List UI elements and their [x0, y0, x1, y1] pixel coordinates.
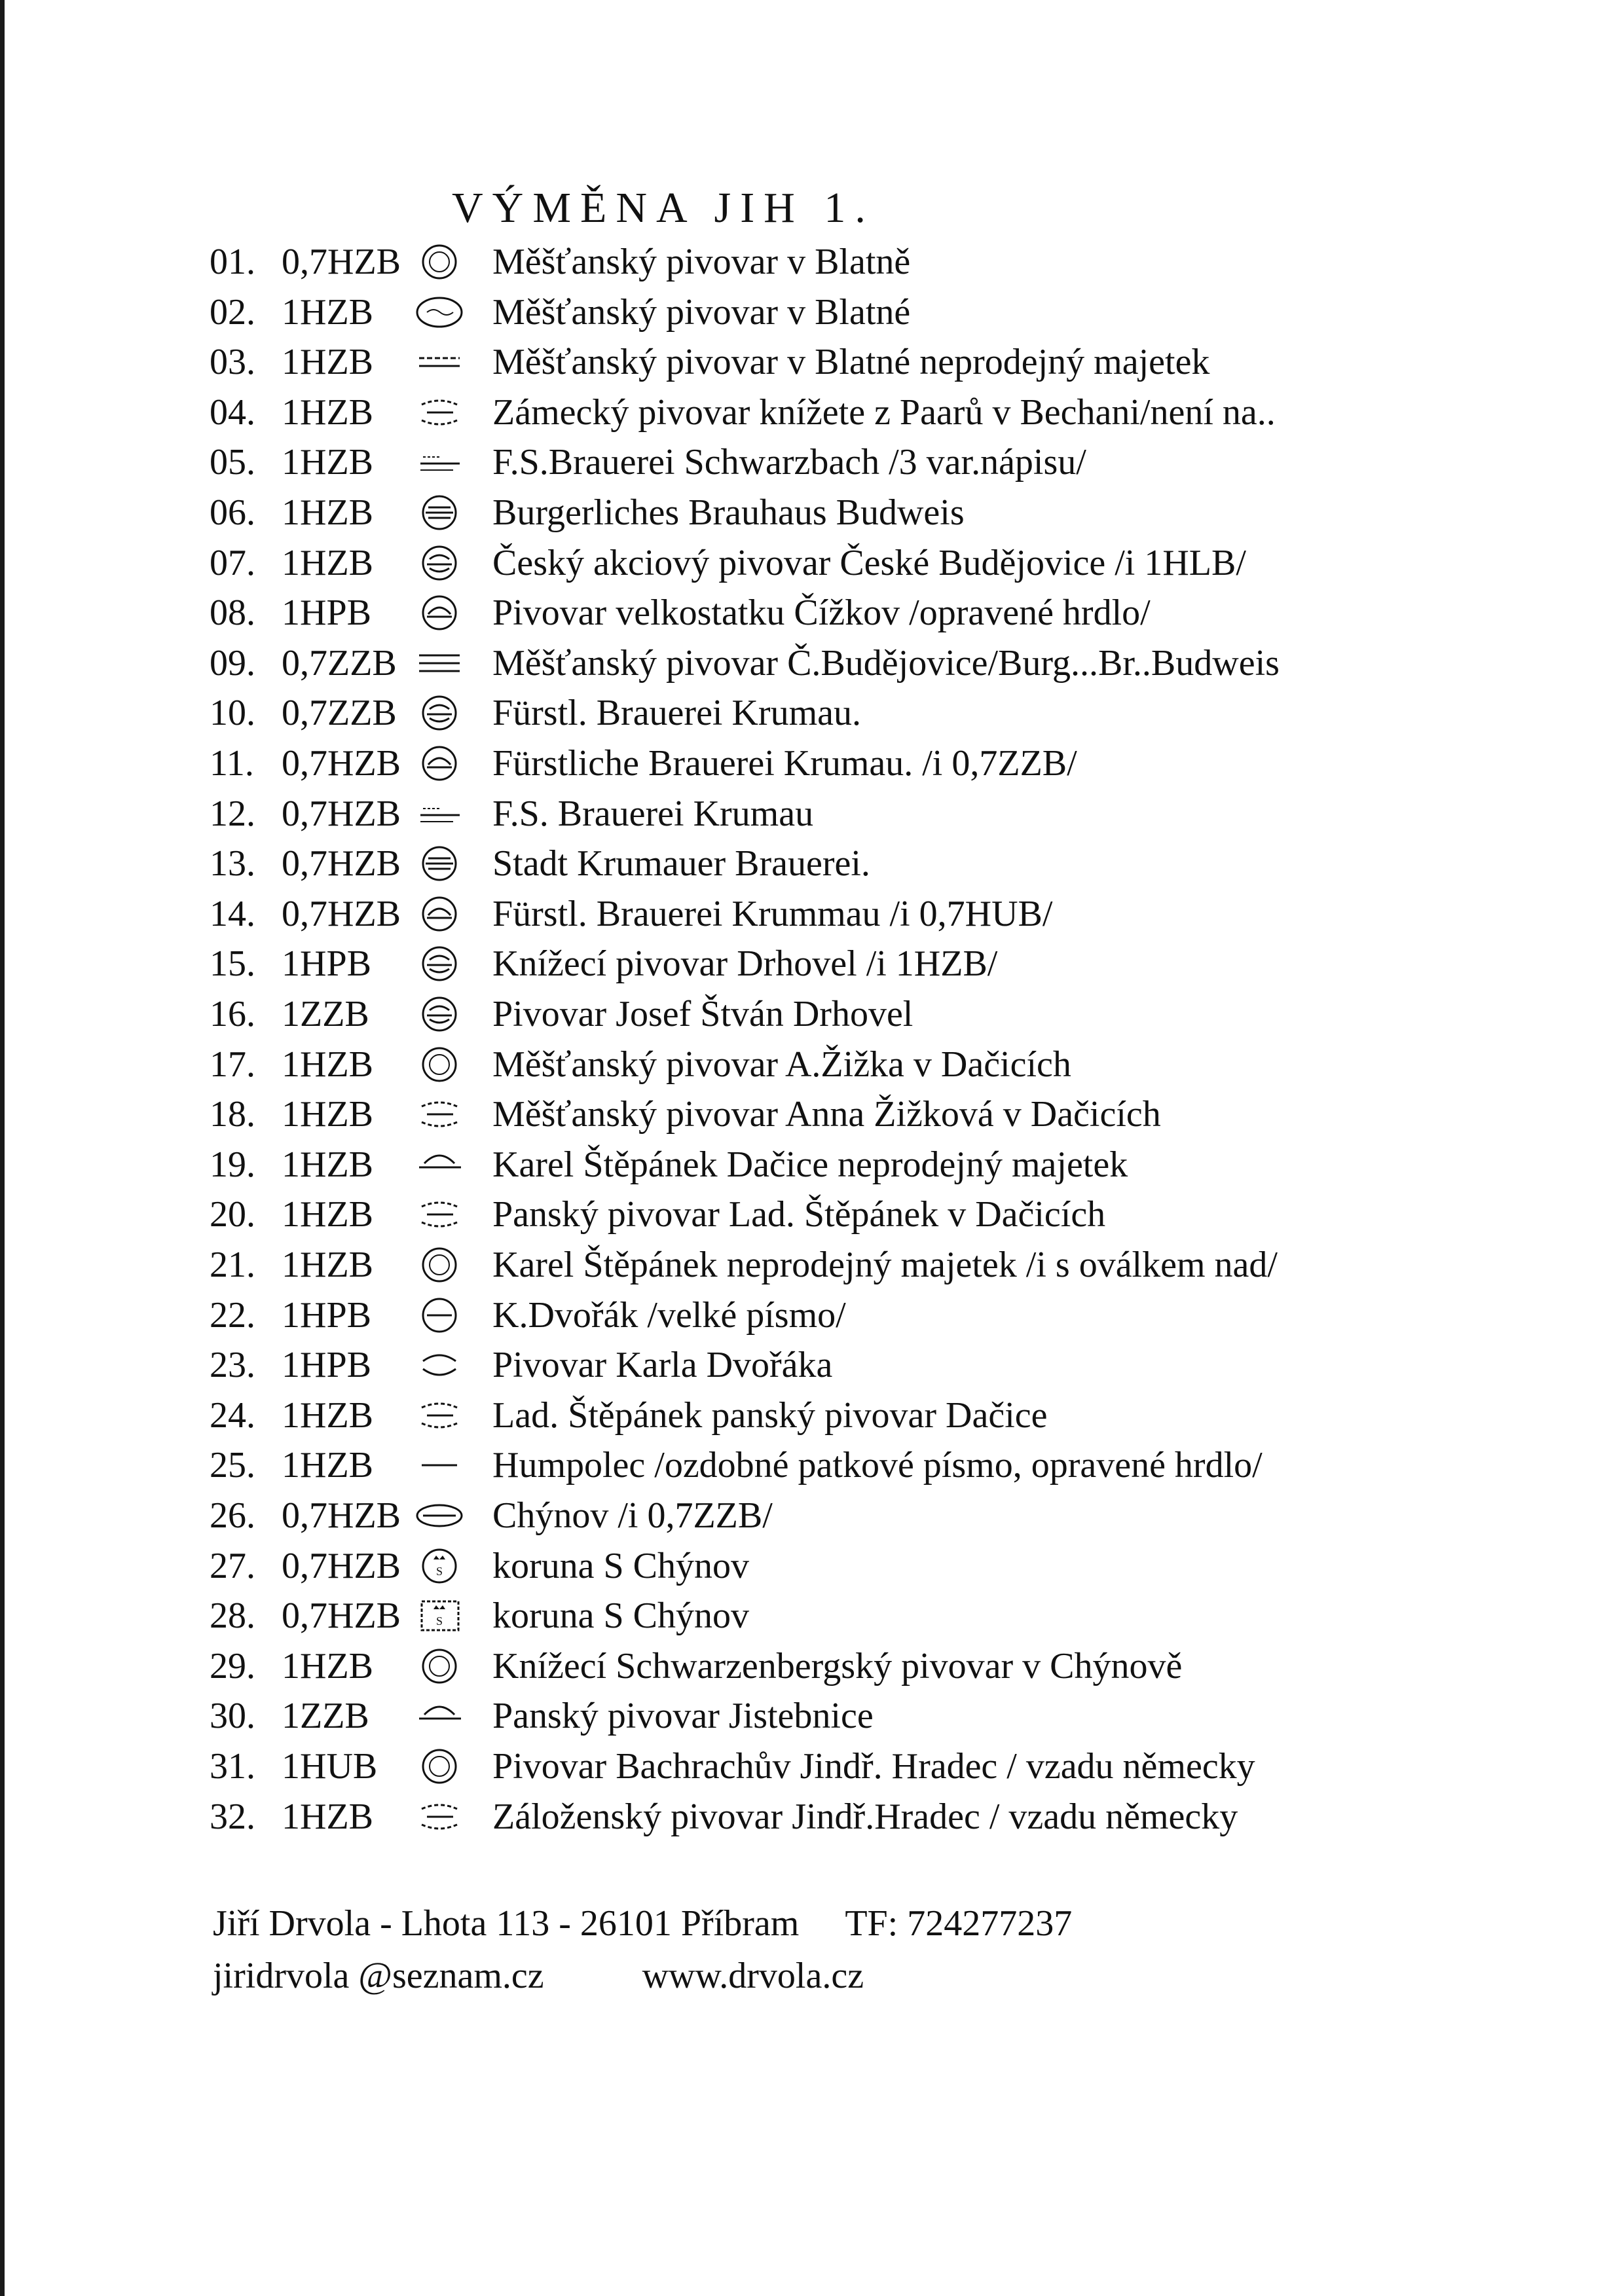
- item-description: Fürstl. Brauerei Krumau.: [492, 693, 861, 734]
- item-number: 13.: [210, 843, 255, 884]
- item-bottle-code: 1HZB: [282, 442, 373, 483]
- item-description: Fürstliche Brauerei Krumau. /i 0,7ZZB/: [492, 743, 1077, 784]
- item-number: 31.: [210, 1746, 255, 1787]
- item-number: 28.: [210, 1595, 255, 1637]
- embossing-mark-icon: [414, 945, 465, 982]
- embossing-mark-icon: [414, 996, 465, 1032]
- embossing-mark-icon: [414, 745, 465, 782]
- footer-address: Jiří Drvola - Lhota 113 - 26101 Příbram: [213, 1903, 800, 1944]
- item-description: Pivovar Karla Dvořáka: [492, 1345, 833, 1386]
- item-bottle-code: 0,7HZB: [282, 843, 401, 884]
- item-number: 17.: [210, 1044, 255, 1085]
- embossing-mark-icon: [414, 695, 465, 731]
- item-bottle-code: 1HUB: [282, 1746, 378, 1787]
- embossing-mark-icon: [414, 1196, 465, 1233]
- embossing-mark-icon: [414, 1046, 465, 1083]
- embossing-mark-icon: [414, 594, 465, 631]
- embossing-mark-icon: [414, 1347, 465, 1383]
- item-number: 02.: [210, 291, 255, 333]
- item-description: Karel Štěpánek neprodejný majetek /i s oválkem nad/: [492, 1245, 1278, 1285]
- footer-email: jiridrvola @seznam.cz: [213, 1956, 544, 1996]
- item-description: Záloženský pivovar Jindř.Hradec / vzadu německy: [492, 1796, 1238, 1837]
- item-bottle-code: 1HZB: [282, 392, 373, 433]
- item-bottle-code: 0,7HZB: [282, 743, 401, 784]
- item-number: 22.: [210, 1294, 255, 1336]
- item-description: Chýnov /i 0,7ZZB/: [492, 1495, 773, 1536]
- item-number: 25.: [210, 1445, 255, 1486]
- item-number: 06.: [210, 492, 255, 533]
- item-number: 12.: [210, 793, 255, 834]
- item-description: Měšťanský pivovar Anna Žižková v Dačicích: [492, 1094, 1161, 1135]
- item-bottle-code: 0,7HZB: [282, 242, 401, 282]
- item-bottle-code: 1HPB: [282, 943, 371, 985]
- item-number: 15.: [210, 943, 255, 985]
- item-bottle-code: 0,7HZB: [282, 1545, 401, 1586]
- item-number: 19.: [210, 1144, 255, 1185]
- item-bottle-code: 1HPB: [282, 1294, 371, 1336]
- embossing-mark-icon: [414, 494, 465, 531]
- footer-contact-line: [213, 1899, 1072, 1948]
- item-bottle-code: 0,7HZB: [282, 793, 401, 834]
- embossing-mark-icon: [414, 344, 465, 380]
- item-description: Panský pivovar Jistebnice: [492, 1696, 874, 1737]
- item-number: 32.: [210, 1796, 255, 1837]
- item-bottle-code: 1HZB: [282, 1796, 373, 1837]
- embossing-mark-icon: [414, 1397, 465, 1434]
- item-description: Knížecí Schwarzenbergský pivovar v Chýnově: [492, 1645, 1183, 1686]
- item-bottle-code: 1ZZB: [282, 1696, 369, 1737]
- item-bottle-code: 1HPB: [282, 1345, 371, 1386]
- item-bottle-code: 0,7HZB: [282, 1595, 401, 1637]
- embossing-mark-icon: [414, 896, 465, 932]
- item-bottle-code: 1HZB: [282, 492, 373, 533]
- item-description: Měšťanský pivovar A.Žižka v Dačicích: [492, 1044, 1071, 1085]
- item-description: Český akciový pivovar České Budějovice /i 1HLB/: [492, 542, 1246, 583]
- footer-web: www.drvola.cz: [642, 1956, 864, 1996]
- item-description: Měšťanský pivovar v Blatně: [492, 242, 911, 282]
- embossing-mark-icon: [414, 444, 465, 481]
- item-number: 04.: [210, 392, 255, 433]
- item-description: Humpolec /ozdobné patkové písmo, opravené hrdlo/: [492, 1445, 1263, 1486]
- item-number: 26.: [210, 1495, 255, 1536]
- footer-online-line: [213, 1951, 864, 2001]
- embossing-mark-icon: [414, 1597, 465, 1634]
- item-bottle-code: 1HZB: [282, 1445, 373, 1486]
- embossing-mark-icon: [414, 545, 465, 581]
- embossing-mark-icon: [414, 1698, 465, 1734]
- footer-phone: TF: 724277237: [845, 1903, 1073, 1944]
- item-bottle-code: 0,7HZB: [282, 893, 401, 934]
- embossing-mark-icon: [414, 244, 465, 280]
- embossing-mark-icon: [414, 394, 465, 431]
- item-number: 01.: [210, 242, 255, 282]
- item-description: koruna S Chýnov: [492, 1545, 749, 1586]
- item-number: 24.: [210, 1394, 255, 1436]
- item-description: Pivovar Bachrachův Jindř. Hradec / vzadu německy: [492, 1746, 1255, 1787]
- item-bottle-code: 1HZB: [282, 1044, 373, 1085]
- item-description: Knížecí pivovar Drhovel /i 1HZB/: [492, 943, 998, 985]
- item-bottle-code: 1HZB: [282, 1394, 373, 1436]
- embossing-mark-icon: [414, 1798, 465, 1835]
- embossing-mark-icon: [414, 294, 465, 331]
- item-description: Stadt Krumauer Brauerei.: [492, 843, 870, 884]
- svg-text:S: S: [435, 1564, 443, 1578]
- item-description: koruna S Chýnov: [492, 1595, 749, 1637]
- item-bottle-code: 0,7ZZB: [282, 642, 397, 683]
- item-bottle-code: 0,7ZZB: [282, 693, 397, 734]
- item-number: 07.: [210, 542, 255, 583]
- item-bottle-code: 1HZB: [282, 291, 373, 333]
- embossing-mark-icon: [414, 645, 465, 682]
- embossing-mark-icon: [414, 845, 465, 882]
- item-bottle-code: 1HZB: [282, 1645, 373, 1686]
- item-bottle-code: 1HZB: [282, 1194, 373, 1235]
- item-description: Karel Štěpánek Dačice neprodejný majetek: [492, 1144, 1128, 1185]
- item-description: Lad. Štěpánek panský pivovar Dačice: [492, 1394, 1048, 1436]
- item-number: 29.: [210, 1645, 255, 1686]
- item-number: 23.: [210, 1345, 255, 1386]
- item-number: 05.: [210, 442, 255, 483]
- item-description: Měšťanský pivovar Č.Budějovice/Burg...Br..Budweis: [492, 642, 1280, 683]
- item-description: Zámecký pivovar knížete z Paarů v Bechani/není na..: [492, 392, 1276, 433]
- embossing-mark-icon: [414, 1146, 465, 1183]
- embossing-mark-icon: [414, 1096, 465, 1133]
- item-number: 16.: [210, 994, 255, 1034]
- item-description: F.S. Brauerei Krumau: [492, 793, 814, 834]
- item-bottle-code: 1HPB: [282, 592, 371, 634]
- item-bottle-code: 1HZB: [282, 1144, 373, 1185]
- item-description: K.Dvořák /velké písmo/: [492, 1294, 846, 1336]
- embossing-mark-icon: [414, 1247, 465, 1283]
- page-title: VÝMĚNA JIH 1.: [452, 184, 875, 232]
- item-number: 14.: [210, 893, 255, 934]
- item-number: 10.: [210, 693, 255, 734]
- embossing-mark-icon: [414, 1497, 465, 1534]
- item-number: 30.: [210, 1696, 255, 1737]
- item-bottle-code: 1HZB: [282, 542, 373, 583]
- embossing-mark-icon: [414, 1447, 465, 1484]
- item-number: 03.: [210, 342, 255, 383]
- item-description: F.S.Brauerei Schwarzbach /3 var.nápisu/: [492, 442, 1086, 483]
- item-number: 09.: [210, 642, 255, 683]
- item-description: Pivovar velkostatku Čížkov /opravené hrdlo/: [492, 592, 1151, 634]
- item-description: Fürstl. Brauerei Krummau /i 0,7HUB/: [492, 893, 1053, 934]
- embossing-mark-icon: [414, 1748, 465, 1785]
- scan-edge: [0, 0, 5, 2296]
- embossing-mark-icon: [414, 795, 465, 832]
- embossing-mark-icon: [414, 1548, 465, 1584]
- item-description: Měšťanský pivovar v Blatné neprodejný majetek: [492, 342, 1210, 383]
- item-description: Burgerliches Brauhaus Budweis: [492, 492, 965, 533]
- item-number: 21.: [210, 1245, 255, 1285]
- item-number: 11.: [210, 743, 254, 784]
- item-description: Měšťanský pivovar v Blatné: [492, 291, 911, 333]
- item-bottle-code: 1HZB: [282, 1245, 373, 1285]
- item-number: 08.: [210, 592, 255, 634]
- item-bottle-code: 0,7HZB: [282, 1495, 401, 1536]
- item-description: Pivovar Josef Štván Drhovel: [492, 994, 913, 1034]
- item-number: 27.: [210, 1545, 255, 1586]
- item-number: 18.: [210, 1094, 255, 1135]
- embossing-mark-icon: [414, 1297, 465, 1334]
- svg-text:S: S: [435, 1614, 443, 1628]
- item-bottle-code: 1HZB: [282, 1094, 373, 1135]
- item-bottle-code: 1HZB: [282, 342, 373, 383]
- item-bottle-code: 1ZZB: [282, 994, 369, 1034]
- item-description: Panský pivovar Lad. Štěpánek v Dačicích: [492, 1194, 1106, 1235]
- embossing-mark-icon: [414, 1648, 465, 1685]
- item-number: 20.: [210, 1194, 255, 1235]
